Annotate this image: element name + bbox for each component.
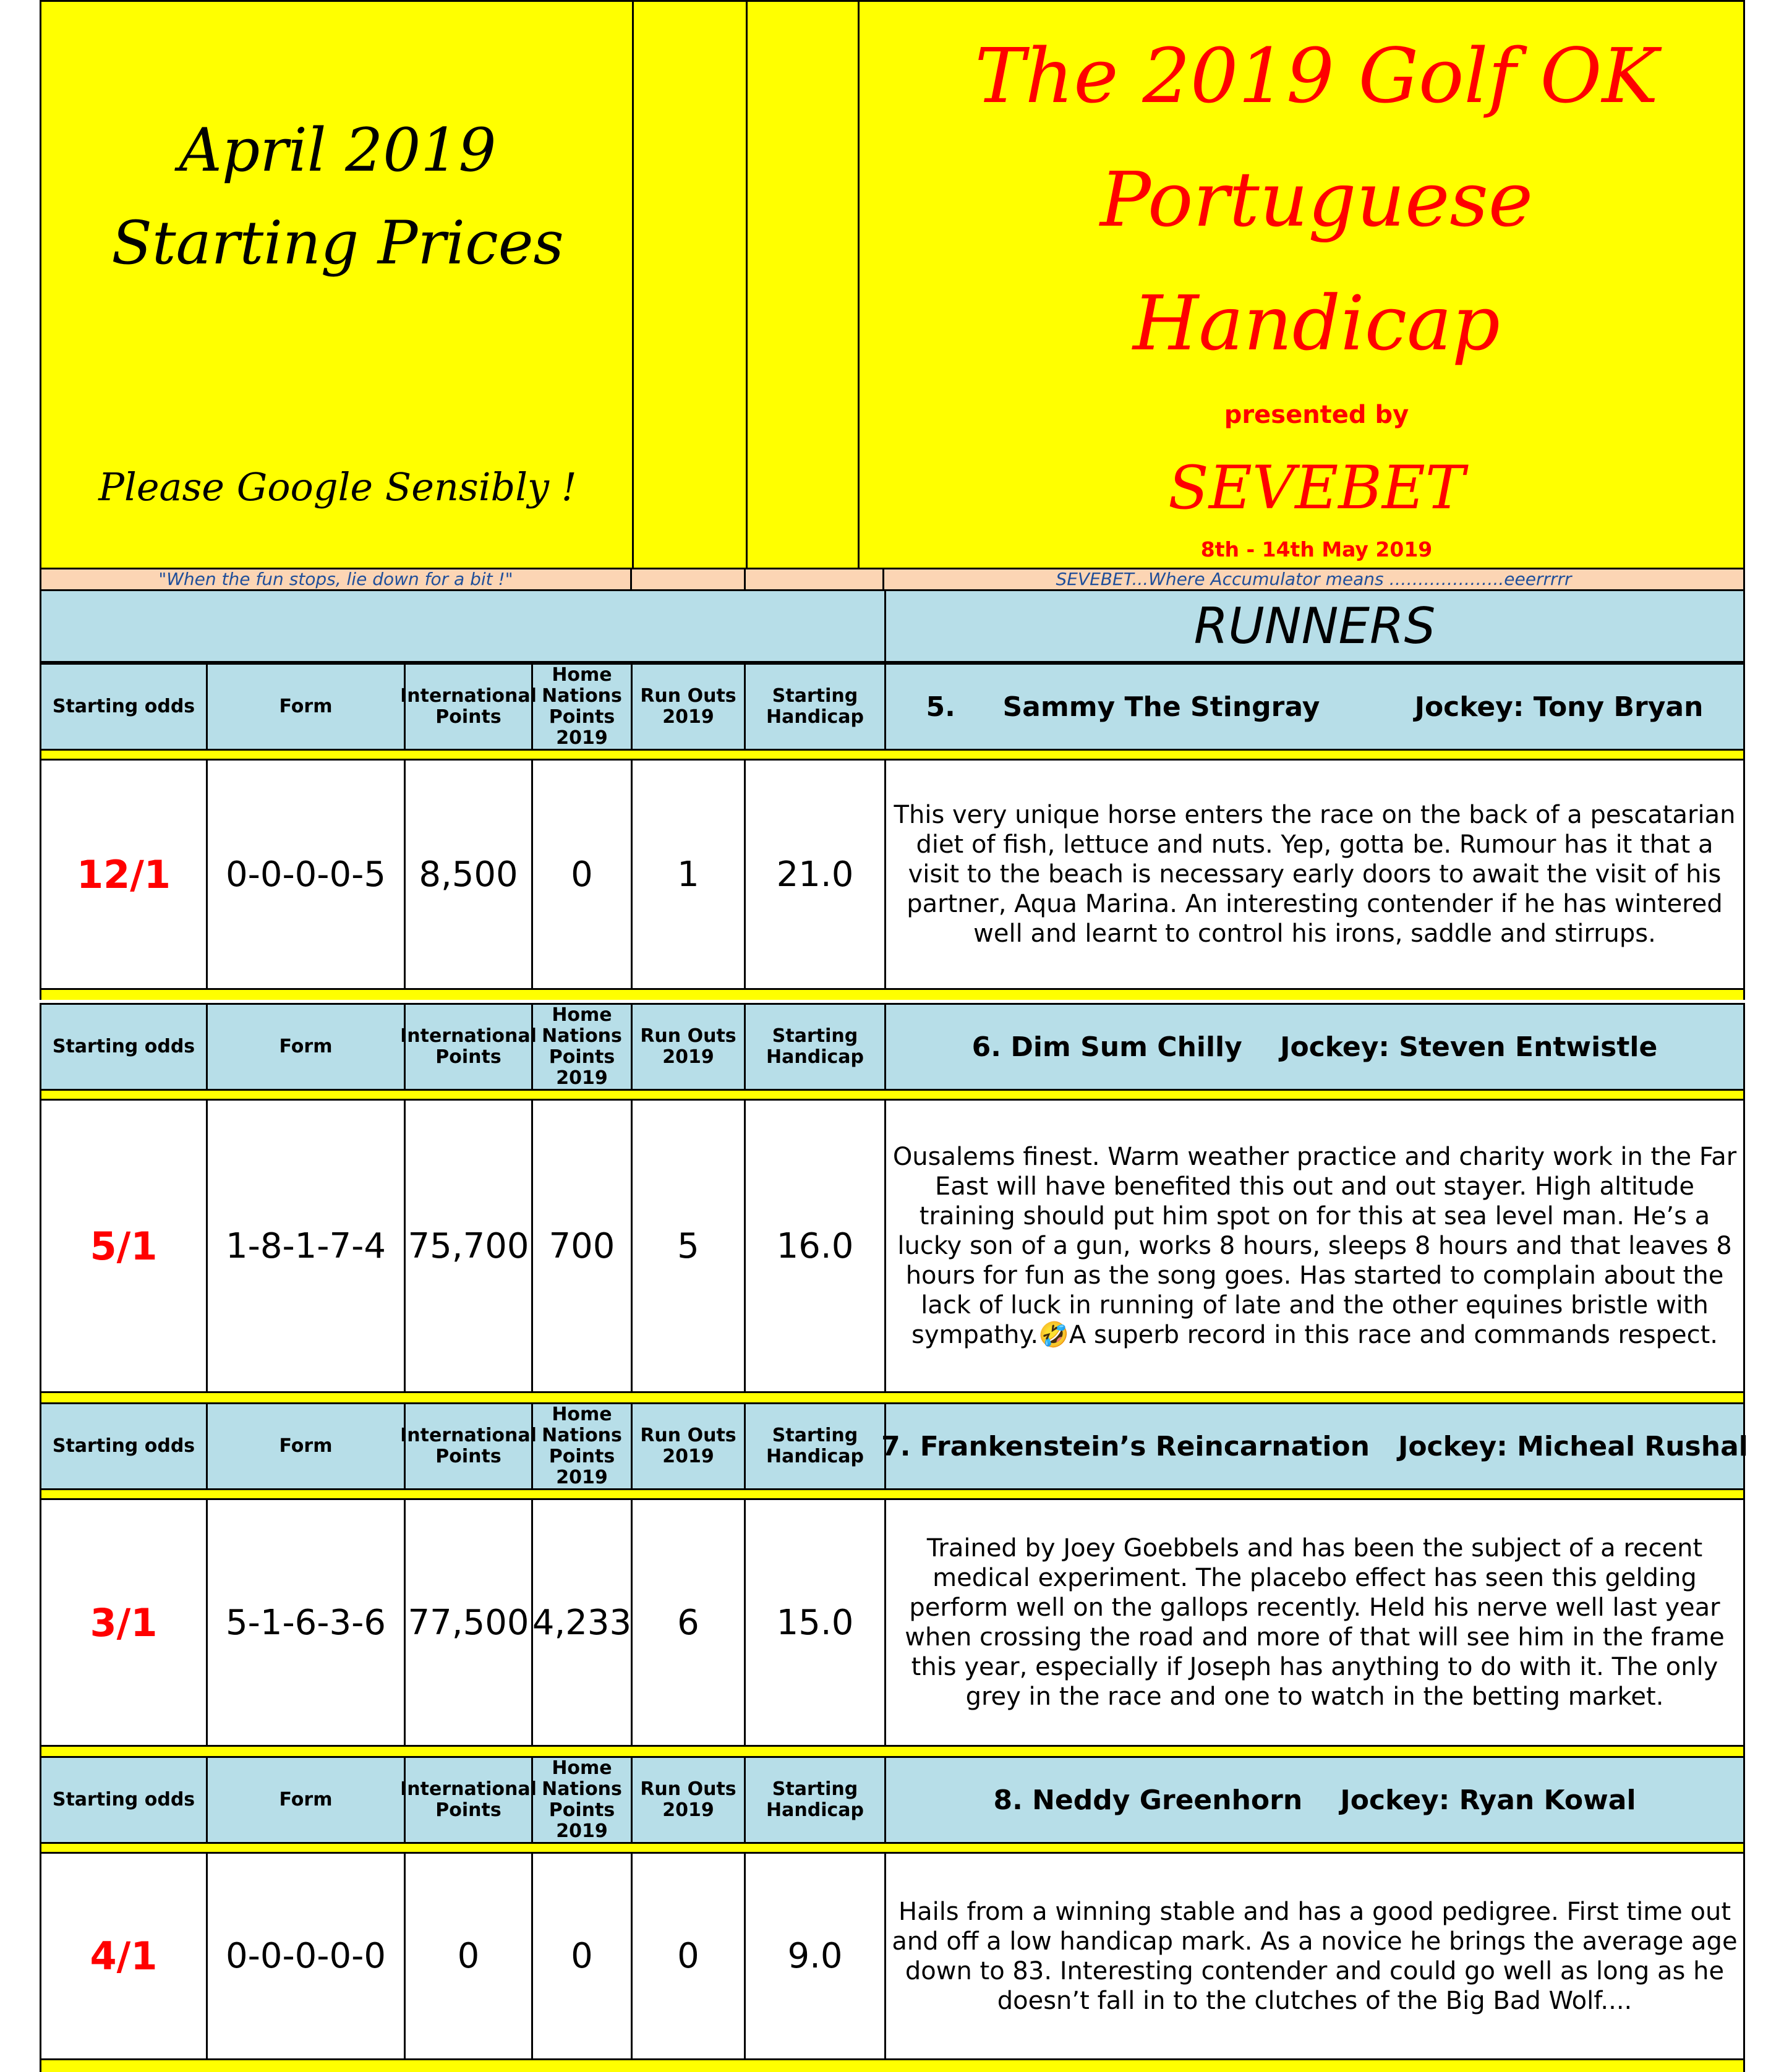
form: 0-0-0-0-5: [208, 761, 406, 988]
bottom-border: [40, 2060, 1745, 2072]
column-header-row: [40, 1756, 1745, 1844]
col-odds-header: Starting odds: [41, 665, 208, 749]
brand-name: SEVEBET: [1168, 453, 1465, 522]
col-form-header: Form: [208, 1758, 406, 1842]
col-home-header: Home Nations Points 2019: [533, 1758, 633, 1842]
col-form-header: Form: [208, 1404, 406, 1488]
google-tagline: Please Google Sensibly !: [98, 464, 577, 509]
col-odds-header: Starting odds: [41, 1758, 208, 1842]
runner-data-row: [40, 1099, 1745, 1393]
runner-data-row: [40, 759, 1745, 990]
runner-data-row: [40, 1498, 1745, 1747]
starting-odds: 12/1: [41, 761, 208, 988]
col-runouts-header: Run Outs 2019: [633, 1758, 746, 1842]
form: 0-0-0-0-0: [208, 1854, 406, 2058]
runner-description: This very unique horse enters the race on the back of a pescatarian diet of fish, lettuce and nuts. Yep, gotta be. Rumour has it that a visit to the beach is necessary early doors to await the visit of his partner, Aqua Marina. An interesting contender if he has wintered well and learnt to control his irons, saddle and stirrups.: [894, 801, 1736, 948]
header-panel: [40, 0, 1745, 568]
col-odds-header: Starting odds: [41, 1404, 208, 1488]
starting-handicap: 21.0: [746, 761, 886, 988]
column-header-row: [40, 1003, 1745, 1091]
starting-prices-title: April 2019 Starting Prices: [111, 116, 564, 278]
col-intl-header: International Points: [406, 1758, 533, 1842]
starting-odds: 4/1: [41, 1854, 208, 2058]
column-header-row: [40, 1402, 1748, 1490]
run-outs: 0: [633, 1854, 746, 2058]
column-header-row: [40, 663, 1745, 751]
col-handicap-header: Starting Handicap: [746, 1758, 886, 1842]
col-form-header: Form: [208, 665, 406, 749]
international-points: 75,700: [406, 1101, 533, 1391]
runner-description: Ousalems finest. Warm weather practice and charity work in the Far East will have benefited this out and out stayer. High altitude training should put him spot on for this at sea level man. He’s a lucky son of a gun, works 8 hours, sleeps 8 hours and that leaves 8 hours for fun as the song goes. Has started to complain about the lack of luck in running of late and the other equines bristle with sympathy.🤣A superb record in this race and commands respect.: [892, 1143, 1737, 1349]
starting-odds: 5/1: [41, 1101, 208, 1391]
international-points: 77,500: [406, 1500, 533, 1745]
header-right: [886, 2, 1747, 569]
form: 5-1-6-3-6: [208, 1500, 406, 1745]
slogan-right: SEVEBET...Where Accumulator means ………………..eeerrrrr: [1056, 569, 1572, 589]
event-title: The 2019 Golf OK Portuguese Handicap: [975, 32, 1658, 367]
col-runouts-header: Run Outs 2019: [633, 1404, 746, 1488]
starting-odds: 3/1: [41, 1500, 208, 1745]
home-nations-points: 700: [533, 1101, 633, 1391]
form: 1-8-1-7-4: [208, 1101, 406, 1391]
runner-data-row: [40, 1852, 1745, 2060]
runners-header: [40, 591, 1745, 663]
runner-heading: 8. Neddy Greenhorn Jockey: Ryan Kowal: [993, 1784, 1636, 1816]
col-intl-header: International Points: [406, 1404, 533, 1488]
col-runouts-header: Run Outs 2019: [633, 1005, 746, 1089]
home-nations-points: 0: [533, 1854, 633, 2058]
starting-handicap: 15.0: [746, 1500, 886, 1745]
runner-heading: 6. Dim Sum Chilly Jockey: Steven Entwistle: [971, 1031, 1658, 1063]
slogan-left: "When the fun stops, lie down for a bit !": [158, 569, 513, 589]
runner-heading: 5. Sammy The Stingray Jockey: Tony Bryan: [926, 691, 1704, 723]
col-intl-header: International Points: [406, 1005, 533, 1089]
presented-by: presented by: [1224, 401, 1409, 429]
event-dates: 8th - 14th May 2019: [1200, 537, 1433, 561]
home-nations-points: 0: [533, 761, 633, 988]
starting-handicap: 9.0: [746, 1854, 886, 2058]
col-home-header: Home Nations Points 2019: [533, 1005, 633, 1089]
col-odds-header: Starting odds: [41, 1005, 208, 1089]
run-outs: 5: [633, 1101, 746, 1391]
starting-handicap: 16.0: [746, 1101, 886, 1391]
runner-description: Hails from a winning stable and has a good pedigree. First time out and off a low handicap mark. As a novice he brings the average age down to 83. Interesting contender and could go well as long as he doesn’t fall in to the clutches of the Big Bad Wolf....: [892, 1897, 1738, 2015]
col-home-header: Home Nations Points 2019: [533, 1404, 633, 1488]
col-handicap-header: Starting Handicap: [746, 1404, 886, 1488]
run-outs: 1: [633, 761, 746, 988]
col-handicap-header: Starting Handicap: [746, 665, 886, 749]
col-home-header: Home Nations Points 2019: [533, 665, 633, 749]
col-form-header: Form: [208, 1005, 406, 1089]
runner-description: Trained by Joey Goebbels and has been the subject of a recent medical experiment. The placebo effect has seen this gelding perform well on the gallops recently. Held his nerve well last year when crossing the road and more of that will see him in the frame this year, especially if Joseph has anything to do with it. The only grey in the race and one to watch in the betting market.: [905, 1534, 1725, 1711]
col-intl-header: International Points: [406, 665, 533, 749]
col-runouts-header: Run Outs 2019: [633, 665, 746, 749]
international-points: 8,500: [406, 761, 533, 988]
runner-heading: 7. Frankenstein’s Reincarnation Jockey: Micheal Rushal: [881, 1430, 1748, 1462]
slogan-strip: [40, 568, 1745, 591]
col-handicap-header: Starting Handicap: [746, 1005, 886, 1089]
run-outs: 6: [633, 1500, 746, 1745]
international-points: 0: [406, 1854, 533, 2058]
home-nations-points: 4,233: [533, 1500, 633, 1745]
runners-label: RUNNERS: [1193, 597, 1436, 655]
header-left: [41, 2, 634, 569]
